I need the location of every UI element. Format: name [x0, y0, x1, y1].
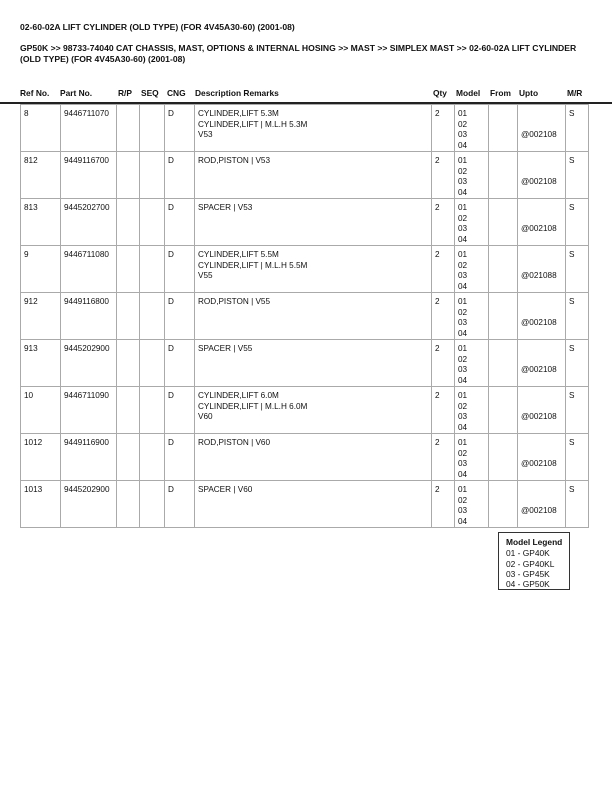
cell-text: 912: [24, 297, 38, 306]
ref-cell: [21, 481, 61, 528]
breadcrumb: GP50K >> 98733-74040 CAT CHASSIS, MAST, OPTIONS & INTERNAL HOSING >> MAST >> SIMPLEX MAST >> 02-60-02A LIFT CYLINDER (OLD TYPE) (FOR 4V45A30-60) (2001-08): [20, 43, 577, 64]
description-line: CYLINDER,LIFT 5.5M: [198, 250, 279, 259]
cell-text: 1013: [24, 485, 43, 494]
cell-text: D: [168, 156, 174, 165]
col-seq: SEQ: [141, 88, 159, 98]
part-number-cell: [61, 105, 117, 152]
col-from: From: [490, 88, 511, 98]
legend-item: 01 - GP40K: [506, 548, 550, 559]
upto-value: @002108: [521, 318, 557, 327]
mr-cell: [566, 434, 589, 481]
legend-item: 04 - GP50K: [506, 579, 550, 590]
model-cell: [455, 105, 489, 152]
col-qty: Qty: [433, 88, 447, 98]
seq-cell: [140, 246, 165, 293]
part-number-cell: [61, 340, 117, 387]
model-cell: [455, 434, 489, 481]
cng-cell: [165, 246, 195, 293]
model-code: 04: [458, 234, 468, 244]
ref-cell: [21, 434, 61, 481]
cell-text: S: [569, 297, 575, 306]
description-line: V60: [198, 412, 213, 421]
rp-cell: [117, 105, 140, 152]
model-code: 04: [458, 187, 468, 197]
description-line: CYLINDER,LIFT | M.L.H 6.0M: [198, 401, 308, 411]
model-cell: [455, 293, 489, 340]
model-code: 04: [458, 375, 468, 385]
part-number-cell: [61, 481, 117, 528]
description-cell: [195, 481, 432, 528]
table-row: [21, 246, 589, 293]
mr-cell: [566, 246, 589, 293]
parts-table: [20, 104, 589, 528]
model-code: 02: [458, 307, 468, 317]
cell-text: D: [168, 485, 174, 494]
legend-item: 02 - GP40KL: [506, 558, 555, 569]
cng-cell: [165, 293, 195, 340]
qty-cell: [432, 434, 455, 481]
from-cell: [489, 152, 518, 199]
model-code: 04: [458, 469, 468, 479]
upto-cell: [518, 199, 566, 246]
col-part: Part No.: [60, 88, 93, 98]
model-code: 01: [458, 344, 468, 353]
cng-cell: [165, 434, 195, 481]
model-code: 01: [458, 297, 468, 306]
qty-cell: [432, 246, 455, 293]
ref-cell: [21, 105, 61, 152]
description-line: SPACER | V55: [198, 344, 253, 353]
part-number-cell: [61, 246, 117, 293]
cell-text: 2: [435, 391, 440, 400]
seq-cell: [140, 293, 165, 340]
from-cell: [489, 340, 518, 387]
qty-cell: [432, 105, 455, 152]
cell-text: 2: [435, 203, 440, 212]
model-code: 02: [458, 401, 468, 411]
ref-cell: [21, 246, 61, 293]
upto-value: @002108: [521, 506, 557, 515]
model-code: 02: [458, 166, 468, 176]
from-cell: [489, 105, 518, 152]
cell-text: 9449116800: [64, 297, 109, 306]
cell-text: D: [168, 344, 174, 353]
part-number-cell: [61, 434, 117, 481]
model-code: 03: [458, 459, 468, 468]
mr-cell: [566, 340, 589, 387]
col-upto: Upto: [519, 88, 539, 98]
col-desc: Description Remarks: [195, 88, 279, 98]
model-code: 02: [458, 119, 468, 129]
upto-cell: [518, 105, 566, 152]
model-code: 01: [458, 485, 468, 494]
rp-cell: [117, 340, 140, 387]
model-code: 01: [458, 156, 468, 165]
description-line: CYLINDER,LIFT | M.L.H 5.5M: [198, 260, 308, 270]
cell-text: 10: [24, 391, 34, 400]
cell-text: 2: [435, 438, 440, 447]
col-model: Model: [456, 88, 481, 98]
description-line: CYLINDER,LIFT | M.L.H 5.3M: [198, 119, 308, 129]
ref-cell: [21, 199, 61, 246]
seq-cell: [140, 152, 165, 199]
rp-cell: [117, 481, 140, 528]
model-cell: [455, 199, 489, 246]
description-line: ROD,PISTON | V53: [198, 156, 271, 165]
mr-cell: [566, 105, 589, 152]
model-cell: [455, 481, 489, 528]
upto-cell: [518, 246, 566, 293]
cell-text: S: [569, 109, 575, 118]
part-number-cell: [61, 152, 117, 199]
seq-cell: [140, 199, 165, 246]
table-row: [21, 340, 589, 387]
model-code: 03: [458, 177, 468, 186]
mr-cell: [566, 387, 589, 434]
model-code: 03: [458, 271, 468, 280]
model-code: 02: [458, 354, 468, 364]
cell-text: 2: [435, 344, 440, 353]
description-line: SPACER | V53: [198, 203, 253, 212]
cell-text: S: [569, 250, 575, 259]
cell-text: D: [168, 109, 174, 118]
from-cell: [489, 246, 518, 293]
model-code: 02: [458, 495, 468, 505]
model-code: 01: [458, 203, 468, 212]
description-line: CYLINDER,LIFT 5.3M: [198, 109, 279, 118]
cng-cell: [165, 152, 195, 199]
upto-value: @002108: [521, 177, 557, 186]
legend-item: 03 - GP45K: [506, 568, 550, 579]
description-cell: [195, 199, 432, 246]
table-row: [21, 387, 589, 434]
upto-value: @002108: [521, 412, 557, 421]
model-code: 04: [458, 281, 468, 291]
page-title: 02-60-02A LIFT CYLINDER (OLD TYPE) (FOR 4V45A30-60) (2001-08): [20, 22, 295, 32]
model-code: 01: [458, 109, 468, 118]
part-number-cell: [61, 199, 117, 246]
cell-text: 2: [435, 156, 440, 165]
description-line: V53: [198, 130, 213, 139]
cell-text: S: [569, 156, 575, 165]
model-code: 02: [458, 260, 468, 270]
qty-cell: [432, 340, 455, 387]
part-number-cell: [61, 387, 117, 434]
cell-text: D: [168, 297, 174, 306]
cell-text: 913: [24, 344, 38, 353]
model-code: 04: [458, 516, 468, 526]
model-code: 04: [458, 140, 468, 150]
cell-text: S: [569, 391, 575, 400]
upto-cell: [518, 387, 566, 434]
seq-cell: [140, 340, 165, 387]
cng-cell: [165, 199, 195, 246]
col-mr: M/R: [567, 88, 583, 98]
table-row: [21, 152, 589, 199]
cell-text: 1012: [24, 438, 43, 447]
upto-cell: [518, 434, 566, 481]
from-cell: [489, 434, 518, 481]
cell-text: S: [569, 438, 575, 447]
cell-text: D: [168, 438, 174, 447]
upto-value: @021088: [521, 271, 557, 280]
cell-text: 2: [435, 109, 440, 118]
qty-cell: [432, 387, 455, 434]
model-code: 04: [458, 328, 468, 338]
from-cell: [489, 481, 518, 528]
seq-cell: [140, 105, 165, 152]
description-line: CYLINDER,LIFT 6.0M: [198, 391, 279, 400]
model-cell: [455, 246, 489, 293]
cell-text: 2: [435, 250, 440, 259]
seq-cell: [140, 481, 165, 528]
rp-cell: [117, 246, 140, 293]
cng-cell: [165, 481, 195, 528]
legend-title: Model Legend: [506, 537, 563, 547]
upto-cell: [518, 481, 566, 528]
cell-text: 813: [24, 203, 38, 212]
mr-cell: [566, 199, 589, 246]
cell-text: 9445202900: [64, 344, 110, 353]
rp-cell: [117, 434, 140, 481]
ref-cell: [21, 293, 61, 340]
ref-cell: [21, 152, 61, 199]
cng-cell: [165, 105, 195, 152]
table-row: [21, 199, 589, 246]
model-cell: [455, 387, 489, 434]
table-row: [21, 293, 589, 340]
cell-text: 812: [24, 156, 38, 165]
description-cell: [195, 293, 432, 340]
from-cell: [489, 293, 518, 340]
rp-cell: [117, 387, 140, 434]
upto-cell: [518, 293, 566, 340]
cell-text: S: [569, 344, 575, 353]
rp-cell: [117, 152, 140, 199]
seq-cell: [140, 387, 165, 434]
cng-cell: [165, 340, 195, 387]
cell-text: D: [168, 203, 174, 212]
rp-cell: [117, 199, 140, 246]
description-cell: [195, 340, 432, 387]
model-cell: [455, 340, 489, 387]
model-code: 03: [458, 318, 468, 327]
model-cell: [455, 152, 489, 199]
description-cell: [195, 246, 432, 293]
description-cell: [195, 387, 432, 434]
seq-cell: [140, 434, 165, 481]
col-ref: Ref No.: [20, 88, 50, 98]
description-cell: [195, 434, 432, 481]
upto-value: @002108: [521, 365, 557, 374]
cell-text: 9449116700: [64, 156, 109, 165]
model-code: 01: [458, 250, 468, 259]
model-code: 03: [458, 224, 468, 233]
cell-text: 9446711090: [64, 391, 109, 400]
upto-cell: [518, 340, 566, 387]
cell-text: 9449116900: [64, 438, 109, 447]
model-code: 01: [458, 391, 468, 400]
cng-cell: [165, 387, 195, 434]
upto-value: @002108: [521, 130, 557, 139]
model-code: 04: [458, 422, 468, 432]
description-line: ROD,PISTON | V55: [198, 297, 271, 306]
qty-cell: [432, 481, 455, 528]
description-line: V55: [198, 271, 213, 280]
col-rp: R/P: [118, 88, 132, 98]
cell-text: 9446711080: [64, 250, 109, 259]
model-legend: [498, 532, 570, 590]
part-number-cell: [61, 293, 117, 340]
description-cell: [195, 105, 432, 152]
description-line: SPACER | V60: [198, 485, 253, 494]
table-row: [21, 434, 589, 481]
mr-cell: [566, 481, 589, 528]
mr-cell: [566, 293, 589, 340]
qty-cell: [432, 199, 455, 246]
upto-value: @002108: [521, 459, 557, 468]
cell-text: 8: [24, 109, 29, 118]
cell-text: S: [569, 203, 575, 212]
upto-cell: [518, 152, 566, 199]
cell-text: 2: [435, 297, 440, 306]
cell-text: D: [168, 391, 174, 400]
qty-cell: [432, 152, 455, 199]
description-cell: [195, 152, 432, 199]
ref-cell: [21, 387, 61, 434]
cell-text: 9: [24, 250, 29, 259]
model-code: 03: [458, 365, 468, 374]
upto-value: @002108: [521, 224, 557, 233]
cell-text: 9446711070: [64, 109, 109, 118]
ref-cell: [21, 340, 61, 387]
col-cng: CNG: [167, 88, 186, 98]
model-code: 02: [458, 213, 468, 223]
from-cell: [489, 387, 518, 434]
table-row: [21, 105, 589, 152]
qty-cell: [432, 293, 455, 340]
model-code: 02: [458, 448, 468, 458]
cell-text: D: [168, 250, 174, 259]
model-code: 01: [458, 438, 468, 447]
cell-text: 9445202900: [64, 485, 110, 494]
cell-text: 9445202700: [64, 203, 110, 212]
description-line: ROD,PISTON | V60: [198, 438, 271, 447]
model-code: 03: [458, 506, 468, 515]
cell-text: 2: [435, 485, 440, 494]
cell-text: S: [569, 485, 575, 494]
rp-cell: [117, 293, 140, 340]
model-code: 03: [458, 130, 468, 139]
from-cell: [489, 199, 518, 246]
mr-cell: [566, 152, 589, 199]
table-row: [21, 481, 589, 528]
model-code: 03: [458, 412, 468, 421]
